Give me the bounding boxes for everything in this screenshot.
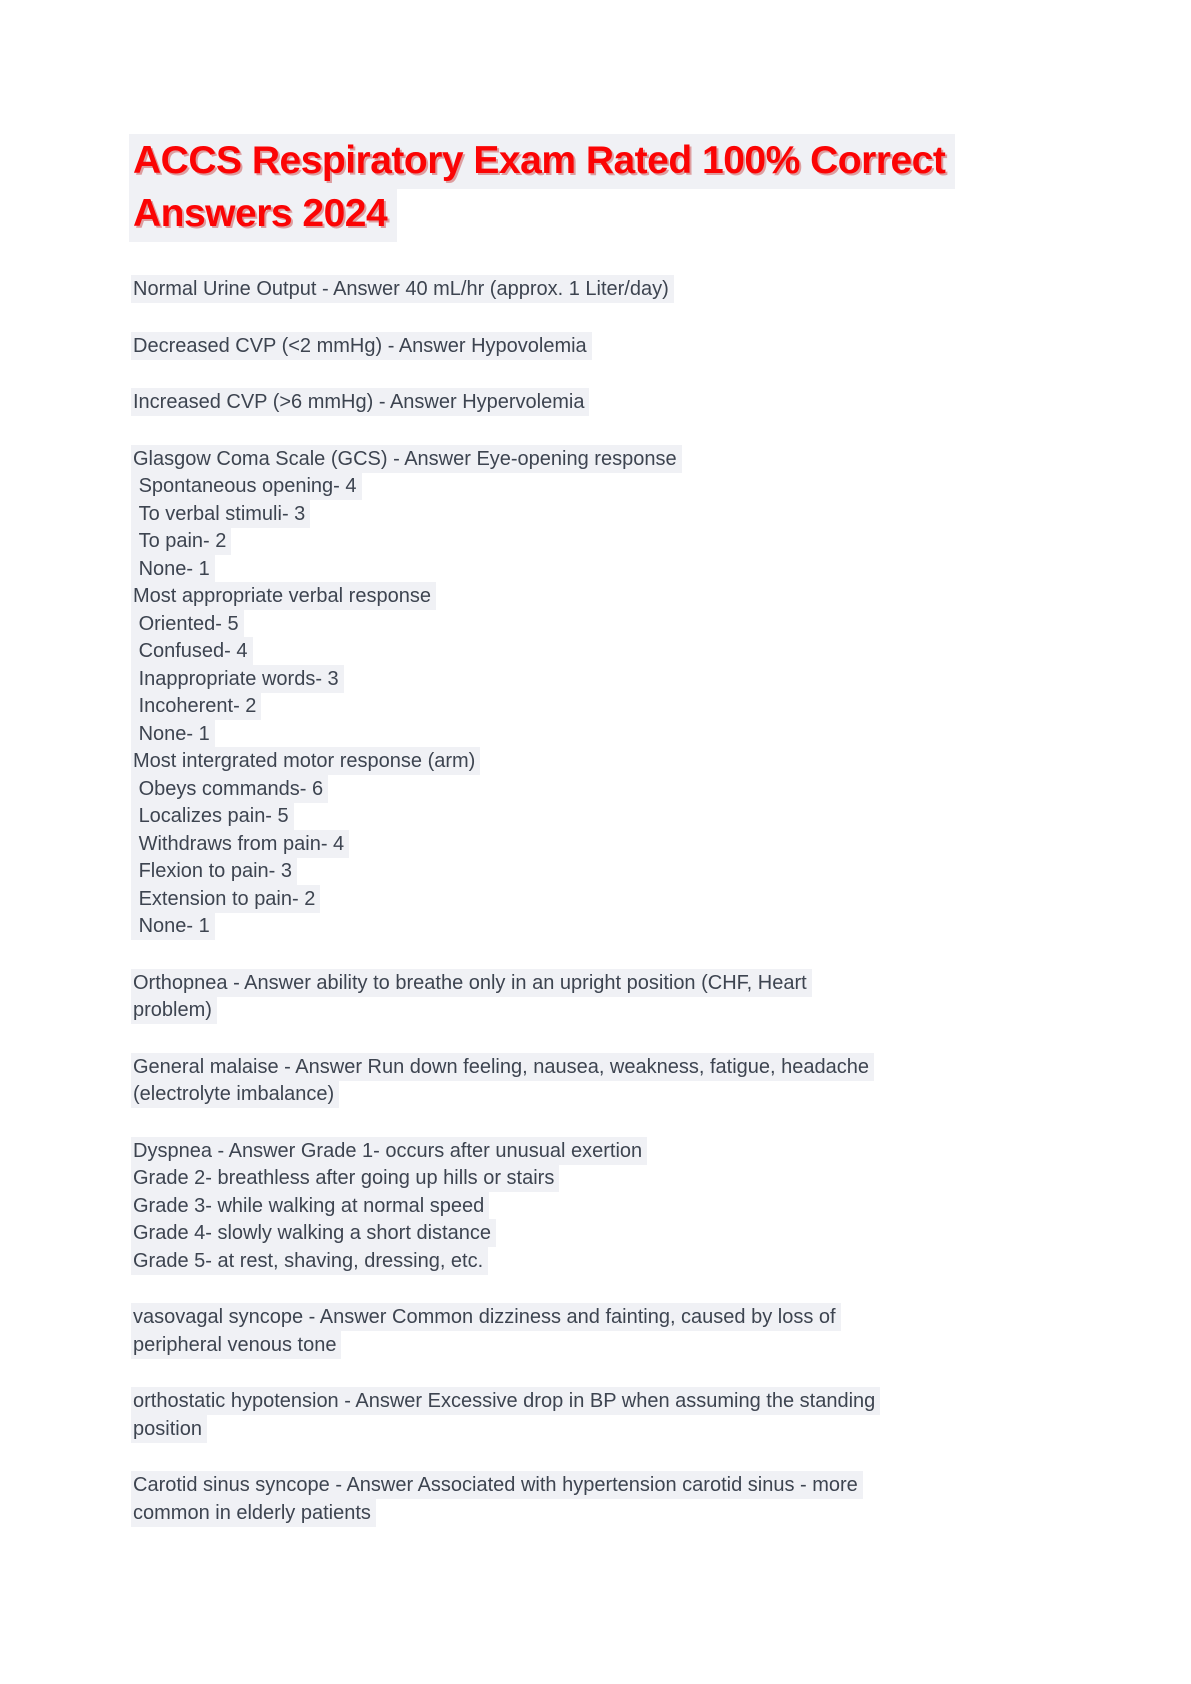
text-row — [133, 556, 1081, 584]
text-line: Most intergrated motor response (arm) — [131, 747, 480, 775]
text-row — [133, 1165, 1081, 1193]
text-row — [133, 748, 1081, 776]
text-row — [133, 831, 1081, 859]
text-line: Dyspnea - Answer Grade 1- occurs after unusual exertion — [131, 1137, 647, 1165]
text-line: vasovagal syncope - Answer Common dizziness and fainting, caused by loss of — [131, 1303, 841, 1331]
text-line: Normal Urine Output - Answer 40 mL/hr (approx. 1 Liter/day) — [131, 275, 674, 303]
text-row — [133, 721, 1081, 749]
text-line: Obeys commands- 6 — [131, 775, 328, 803]
text-line: Incoherent- 2 — [131, 692, 261, 720]
text-line: None- 1 — [131, 720, 215, 748]
qa-item-glasgow-coma-scale — [133, 446, 1081, 941]
text-line: (electrolyte imbalance) — [131, 1080, 339, 1108]
text-row — [133, 473, 1081, 501]
text-row — [133, 886, 1081, 914]
text-row — [133, 1220, 1081, 1248]
text-row — [133, 666, 1081, 694]
text-row — [133, 1332, 1081, 1360]
qa-item-carotid-sinus-syncope — [133, 1472, 1081, 1527]
text-line: Increased CVP (>6 mmHg) - Answer Hypervolemia — [131, 388, 589, 416]
text-line: General malaise - Answer Run down feeling, nausea, weakness, fatigue, headache — [131, 1053, 874, 1081]
text-line: Localizes pain- 5 — [131, 802, 294, 830]
text-line: Orthopnea - Answer ability to breathe only in an upright position (CHF, Heart — [131, 969, 812, 997]
text-line: problem) — [131, 996, 217, 1024]
text-line: Decreased CVP (<2 mmHg) - Answer Hypovolemia — [131, 332, 592, 360]
text-row — [133, 1193, 1081, 1221]
text-line: To pain- 2 — [131, 527, 231, 555]
text-row — [133, 1472, 1081, 1500]
text-line: Flexion to pain- 3 — [131, 857, 297, 885]
text-row — [133, 611, 1081, 639]
text-row — [133, 858, 1081, 886]
text-line: peripheral venous tone — [131, 1331, 341, 1359]
text-line: Grade 2- breathless after going up hills or stairs — [131, 1164, 559, 1192]
text-line: Most appropriate verbal response — [131, 582, 436, 610]
text-row — [133, 997, 1081, 1025]
text-row — [133, 638, 1081, 666]
qa-item-decreased-cvp — [133, 333, 1081, 361]
text-row — [133, 528, 1081, 556]
text-row — [133, 693, 1081, 721]
text-line: None- 1 — [131, 912, 215, 940]
text-line: Extension to pain- 2 — [131, 885, 320, 913]
qa-item-normal-urine-output — [133, 276, 1081, 304]
qa-item-orthostatic-hypotension — [133, 1388, 1081, 1443]
title-row — [133, 134, 1081, 187]
text-line: Grade 4- slowly walking a short distance — [131, 1219, 496, 1247]
text-line: Grade 5- at rest, shaving, dressing, etc. — [131, 1247, 488, 1275]
text-row — [133, 333, 1081, 361]
qa-item-general-malaise — [133, 1054, 1081, 1109]
text-line: Carotid sinus syncope - Answer Associated with hypertension carotid sinus - more — [131, 1471, 863, 1499]
text-line: Glasgow Coma Scale (GCS) - Answer Eye-opening response — [131, 445, 682, 473]
text-line: Confused- 4 — [131, 637, 253, 665]
text-row — [133, 1054, 1081, 1082]
text-line: orthostatic hypotension - Answer Excessive drop in BP when assuming the standing — [131, 1387, 880, 1415]
title-row — [133, 187, 1081, 240]
text-row — [133, 803, 1081, 831]
text-row — [133, 1138, 1081, 1166]
text-row — [133, 1388, 1081, 1416]
text-line: None- 1 — [131, 555, 215, 583]
text-line: Withdraws from pain- 4 — [131, 830, 349, 858]
text-row — [133, 913, 1081, 941]
text-line: position — [131, 1415, 207, 1443]
text-row — [133, 1081, 1081, 1109]
text-line: Spontaneous opening- 4 — [131, 472, 362, 500]
text-row — [133, 276, 1081, 304]
text-row — [133, 389, 1081, 417]
title-line-2: Answers 2024 — [129, 187, 397, 242]
title-line-1: ACCS Respiratory Exam Rated 100% Correct — [129, 134, 955, 189]
qa-item-orthopnea — [133, 970, 1081, 1025]
text-row — [133, 1248, 1081, 1276]
text-row — [133, 1304, 1081, 1332]
text-line: To verbal stimuli- 3 — [131, 500, 310, 528]
text-row — [133, 446, 1081, 474]
text-line: Grade 3- while walking at normal speed — [131, 1192, 489, 1220]
page-title — [133, 134, 1081, 240]
text-row — [133, 1500, 1081, 1528]
qa-item-increased-cvp — [133, 389, 1081, 417]
qa-item-vasovagal-syncope — [133, 1304, 1081, 1359]
text-row — [133, 583, 1081, 611]
text-line: Inappropriate words- 3 — [131, 665, 344, 693]
text-line: Oriented- 5 — [131, 610, 244, 638]
text-row — [133, 776, 1081, 804]
document-body — [133, 276, 1081, 1527]
text-line: common in elderly patients — [131, 1499, 376, 1527]
text-row — [133, 970, 1081, 998]
qa-item-dyspnea — [133, 1138, 1081, 1276]
text-row — [133, 1416, 1081, 1444]
text-row — [133, 501, 1081, 529]
